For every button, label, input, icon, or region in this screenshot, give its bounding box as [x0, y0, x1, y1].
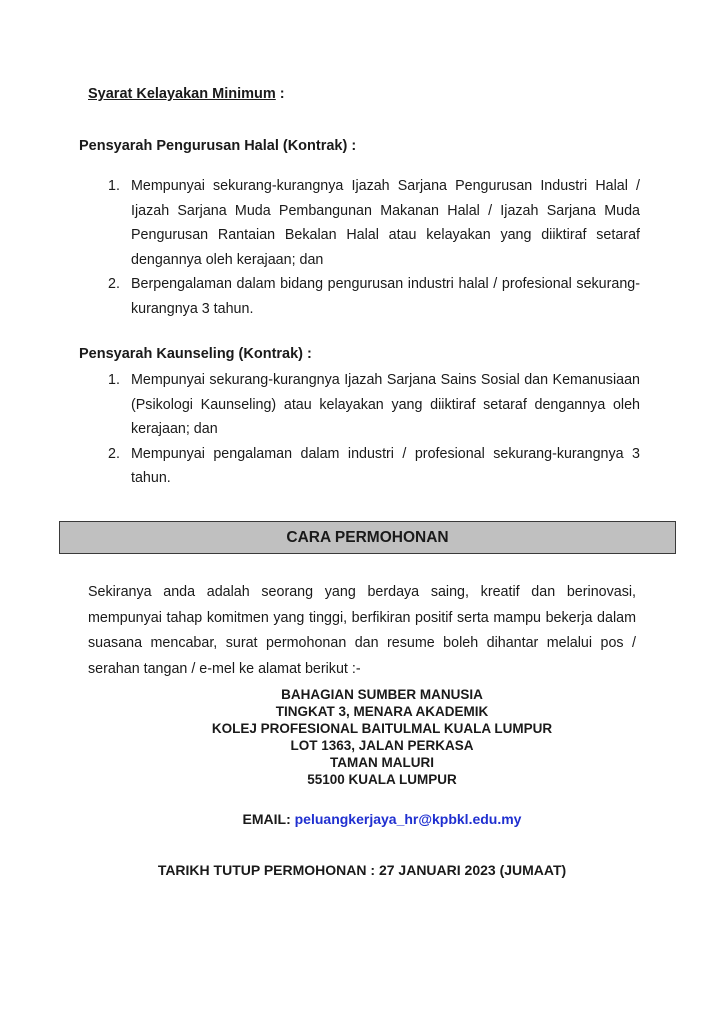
item-text: Mempunyai pengalaman dalam industri / profesional sekurang-kurangnya 3 tahun. [131, 445, 640, 486]
item-number: 2. [108, 276, 120, 292]
address-line: LOT 1363, JALAN PERKASA [290, 738, 474, 753]
address-line: 55100 KUALA LUMPUR [307, 772, 457, 787]
kaunseling-requirements-list [108, 368, 640, 491]
min-requirements-colon: : [275, 86, 285, 102]
application-title: CARA PERMOHONAN [286, 528, 449, 546]
application-paragraph: Sekiranya anda adalah seorang yang berdaya saing, kreatif dan berinovasi, mempunyai tahap komitmen yang tinggi, berfikiran positif serta mampu bekerja dalam suasana mencabar, surat permohonan dan resume boleh dihantar melalui pos / serahan tangan / e-mel ke alamat berikut :- [88, 584, 636, 677]
address-line: BAHAGIAN SUMBER MANUSIA [281, 687, 483, 702]
email-link[interactable]: peluangkerjaya_hr@kpbkl.edu.my [294, 811, 522, 827]
item-text: Mempunyai sekurang-kurangnya Ijazah Sarjana Sains Sosial dan Kemanusiaan (Psikologi Kaunseling) atau kelayakan yang diiktiraf setaraf dengannya oleh kerajaan; dan [131, 372, 640, 437]
mailing-address [0, 686, 724, 788]
item-number: 1. [108, 178, 120, 194]
item-number: 2. [108, 445, 120, 462]
closing-date: TARIKH TUTUP PERMOHONAN : 27 JANUARI 2023 (JUMAAT) [157, 862, 567, 878]
item-text: Berpengalaman dalam bidang pengurusan industri halal / profesional sekurang-kurangnya 3 tahun. [131, 276, 640, 317]
email-line [0, 811, 724, 827]
email-label: EMAIL: [242, 811, 291, 827]
list-item [108, 368, 640, 442]
item-number: 1. [108, 372, 120, 388]
min-requirements-title: Syarat Kelayakan Minimum [88, 86, 276, 102]
item-text: Mempunyai sekurang-kurangnya Ijazah Sarjana Pengurusan Industri Halal / Ijazah Sarjana Muda Pembangunan Makanan Halal / Ijazah Sarjana Muda Pengurusan Rantaian Bekalan Halal atau kelayakan yang diiktiraf setaraf dengannya oleh kerajaan; dan [131, 178, 640, 268]
list-item [108, 174, 640, 272]
section-title-kaunseling: Pensyarah Kaunseling (Kontrak) : [79, 346, 312, 362]
list-item [108, 442, 640, 491]
application-section-header [59, 521, 676, 554]
list-item [108, 272, 640, 321]
address-line: TINGKAT 3, MENARA AKADEMIK [275, 704, 489, 719]
section-title-halal: Pensyarah Pengurusan Halal (Kontrak) : [79, 138, 357, 154]
address-line: KOLEJ PROFESIONAL BAITULMAL KUALA LUMPUR [211, 721, 553, 736]
min-requirements-heading [88, 86, 285, 102]
address-line: TAMAN MALURI [330, 755, 434, 770]
halal-requirements-list [108, 174, 640, 321]
